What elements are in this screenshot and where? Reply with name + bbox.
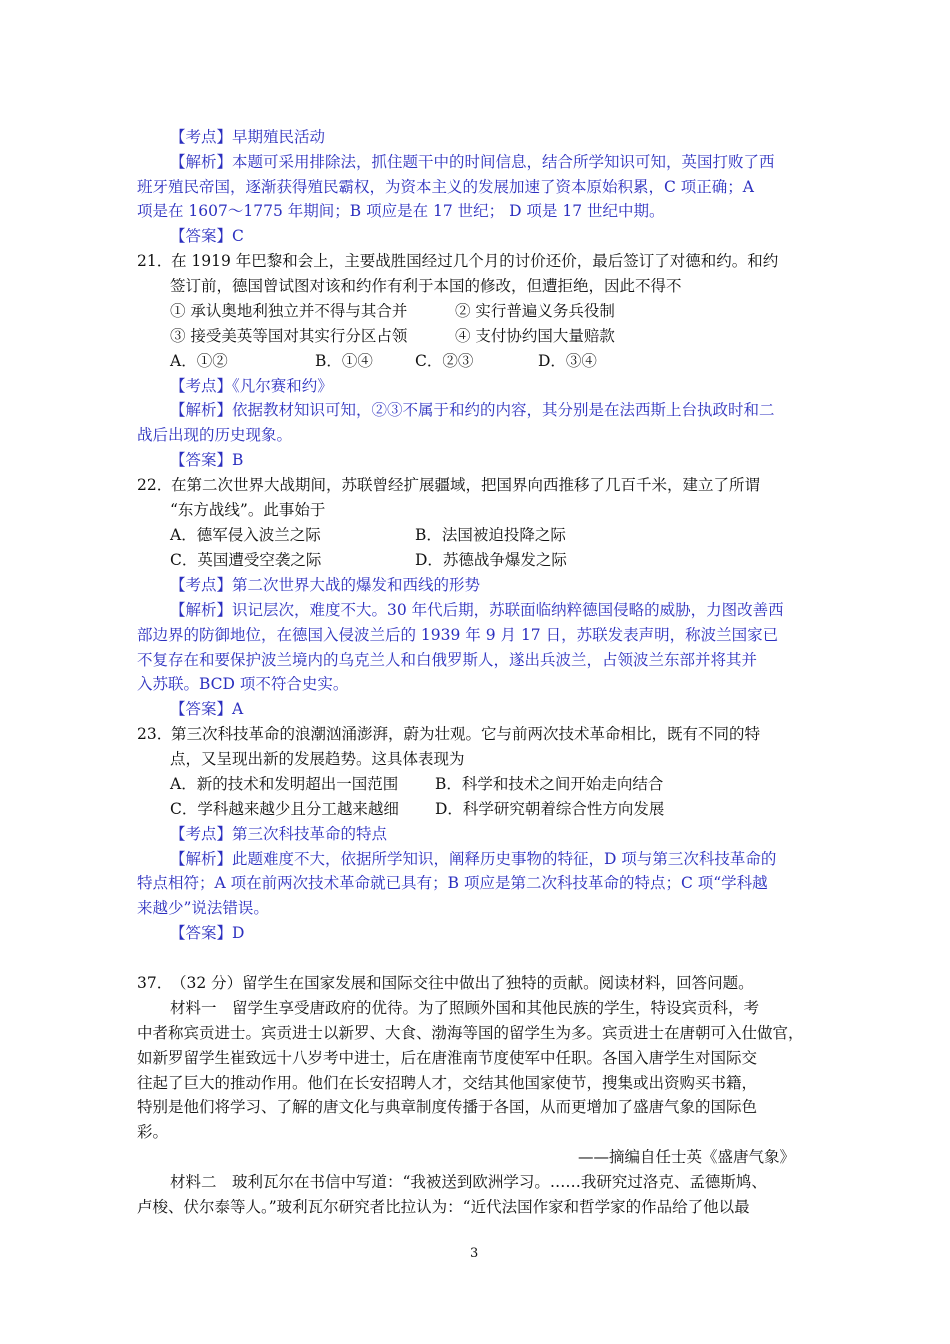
question-number: 23． bbox=[137, 725, 173, 743]
option-b: B．法国被迫投降之际 bbox=[415, 526, 566, 544]
option-c: C．学科越来越少且分工越来越细 bbox=[170, 800, 399, 818]
jiexi-line: 战后出现的历史现象。 bbox=[137, 426, 293, 444]
question-23 bbox=[137, 722, 760, 746]
option-d: D．科学研究朝着综合性方向发展 bbox=[435, 800, 665, 818]
jiexi-line: 【解析】识记层次，难度不大。30 年代后期，苏联面临纳粹德国侵略的威胁，力图改善西 bbox=[170, 601, 784, 619]
option-b: B．科学和技术之间开始走向结合 bbox=[435, 775, 664, 793]
statement-4: ④ 支付协约国大量赔款 bbox=[455, 327, 615, 345]
jiexi-line: 【解析】本题可采用排除法，抓住题干中的时间信息，结合所学知识可知，英国打败了西 bbox=[170, 153, 775, 171]
statement-1: ① 承认奥地利独立并不得与其合并 bbox=[170, 302, 408, 320]
question-text: 在第二次世界大战期间，苏联曾经扩展疆域，把国界向西推移了几百千米，建立了所谓 bbox=[171, 476, 761, 494]
statement-2: ② 实行普遍义务兵役制 bbox=[455, 302, 615, 320]
kaodian-label: 【考点】早期殖民活动 bbox=[170, 128, 326, 146]
jiexi-line: 【解析】依据教材知识可知，②③不属于和约的内容，其分别是在法西斯上台执政时和二 bbox=[170, 401, 775, 419]
material-text: 材料一 留学生享受唐政府的优待。为了照顾外国和其他民族的学生，特设宾贡科，考 bbox=[170, 999, 760, 1017]
kaodian-label: 【考点】第二次世界大战的爆发和西线的形势 bbox=[170, 576, 481, 594]
jiexi-line: 【解析】此题难度不大，依据所学知识，阐释历史事物的特征，D 项与第三次科技革命的 bbox=[170, 850, 777, 868]
jiexi-line: 特点相符；A 项在前两次技术革命就已具有；B 项应是第二次科技革命的特点；C 项“学科越 bbox=[137, 874, 768, 892]
question-text: 点，又呈现出新的发展趋势。这具体表现为 bbox=[170, 750, 465, 768]
question-text: 在 1919 年巴黎和会上，主要战胜国经过几个月的讨价还价，最后签订了对德和约。和约 bbox=[171, 252, 779, 270]
material-text: 卢梭、伏尔泰等人。”玻利瓦尔研究者比拉认为：“近代法国作家和哲学家的作品给了他以最 bbox=[137, 1198, 750, 1216]
page-number: 3 bbox=[470, 1246, 479, 1261]
answer-label: 【答案】D bbox=[170, 924, 245, 942]
kaodian-label: 【考点】第三次科技革命的特点 bbox=[170, 825, 388, 843]
kaodian-label: 【考点】《凡尔赛和约》 bbox=[170, 377, 333, 395]
question-text: 签订前，德国曾试图对该和约作有利于本国的修改，但遭拒绝，因此不得不 bbox=[170, 277, 682, 295]
material-text: 往起了巨大的推动作用。他们在长安招聘人才，交结其他国家使节，搜集或出资购买书籍， bbox=[137, 1074, 758, 1092]
jiexi-line: 项是在 1607～1775 年期间；B 项应是在 17 世纪； D 项是 17 世纪中期。 bbox=[137, 202, 665, 220]
option-a: A．新的技术和发明超出一国范围 bbox=[170, 775, 399, 793]
answer-label: 【答案】A bbox=[170, 700, 244, 718]
option-d: D．苏德战争爆发之际 bbox=[415, 551, 567, 569]
option-c: C．②③ bbox=[415, 352, 474, 370]
material-text: 中者称宾贡进士。宾贡进士以新罗、大食、渤海等国的留学生为多。宾贡进士在唐朝可入仕做官， bbox=[137, 1024, 804, 1042]
question-number: 21． bbox=[137, 252, 173, 270]
material-text: 特别是他们将学习、了解的唐文化与典章制度传播于各国，从而更增加了盛唐气象的国际色 bbox=[137, 1098, 758, 1116]
question-21 bbox=[137, 249, 778, 273]
question-37 bbox=[137, 971, 754, 995]
question-text: （32 分）留学生在国家发展和国际交往中做出了独特的贡献。阅读材料，回答问题。 bbox=[171, 974, 754, 992]
question-22 bbox=[137, 473, 760, 497]
material-text: 彩。 bbox=[137, 1123, 169, 1141]
jiexi-line: 不复存在和要保护波兰境内的乌克兰人和白俄罗斯人，遂出兵波兰，占领波兰东部并将其并 bbox=[137, 651, 758, 669]
option-a: A．①② bbox=[170, 352, 228, 370]
material-text: 如新罗留学生崔致远十八岁考中进士，后在唐淮南节度使军中任职。各国入唐学生对国际交 bbox=[137, 1049, 758, 1067]
citation: ——摘编自任士英《盛唐气象》 bbox=[578, 1148, 796, 1166]
question-number: 22． bbox=[137, 476, 173, 494]
option-d: D．③④ bbox=[538, 352, 597, 370]
jiexi-line: 入苏联。BCD 项不符合史实。 bbox=[137, 675, 349, 693]
option-b: B．①④ bbox=[315, 352, 373, 370]
material-text: 材料二 玻利瓦尔在书信中写道：“我被送到欧洲学习。……我研究过洛克、孟德斯鸠、 bbox=[170, 1173, 767, 1191]
question-number: 37． bbox=[137, 974, 173, 992]
statement-3: ③ 接受美英等国对其实行分区占领 bbox=[170, 327, 408, 345]
option-a: A．德军侵入波兰之际 bbox=[170, 526, 321, 544]
option-c: C．英国遭受空袭之际 bbox=[170, 551, 322, 569]
answer-label: 【答案】C bbox=[170, 227, 244, 245]
jiexi-line: 班牙殖民帝国，逐渐获得殖民霸权，为资本主义的发展加速了资本原始积累，C 项正确；A bbox=[137, 178, 754, 196]
jiexi-line: 来越少”说法错误。 bbox=[137, 899, 269, 917]
question-text: 第三次科技革命的浪潮汹涌澎湃，蔚为壮观。它与前两次技术革命相比，既有不同的特 bbox=[171, 725, 761, 743]
answer-label: 【答案】B bbox=[170, 451, 244, 469]
jiexi-line: 部边界的防御地位，在德国入侵波兰后的 1939 年 9 月 17 日，苏联发表声明，称波兰国家已 bbox=[137, 626, 779, 644]
question-text: “东方战线”。此事始于 bbox=[170, 501, 326, 519]
